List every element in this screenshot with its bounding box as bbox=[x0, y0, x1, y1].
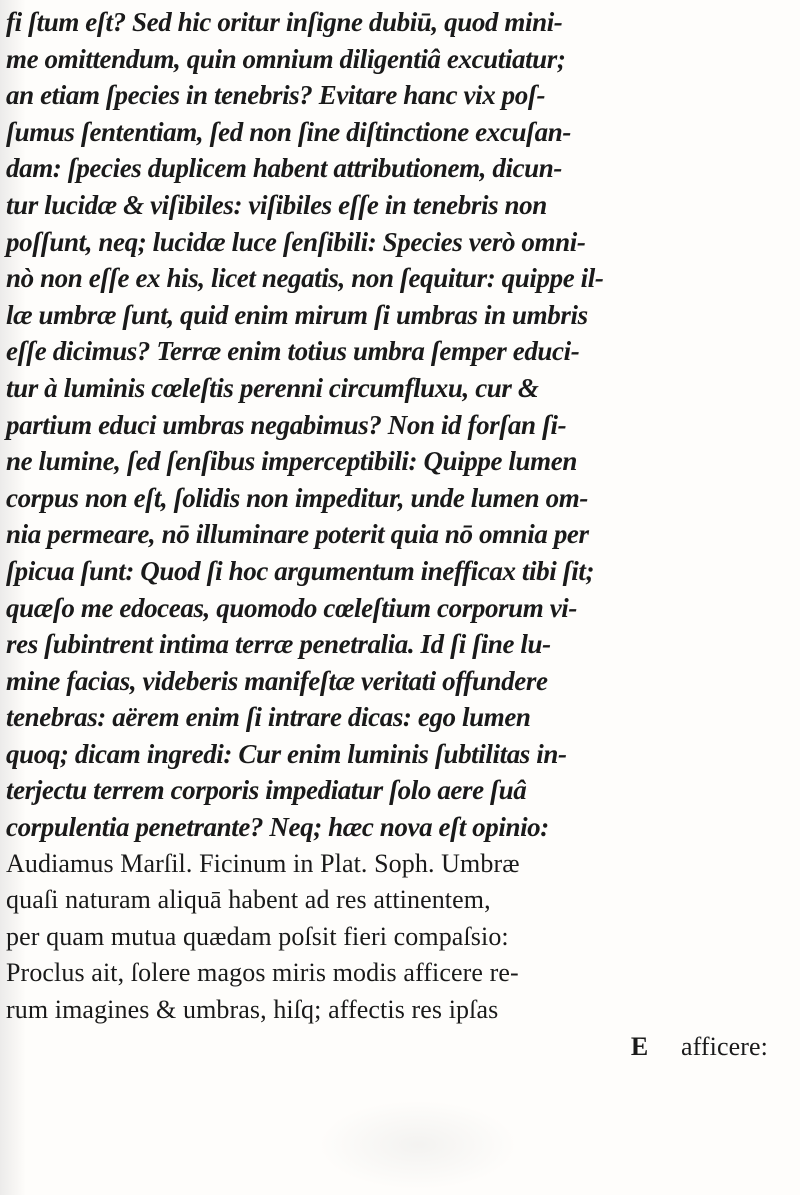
signature-mark: E bbox=[630, 1031, 649, 1061]
text-line: partium educi umbras negabimus? Non id forſan ſi- bbox=[6, 409, 567, 440]
text-line: quaſi naturam aliquā habent ad res attinentem, bbox=[6, 885, 491, 915]
text-line: me omittendum, quin omnium diligentiâ excutiatur; bbox=[6, 43, 566, 74]
text-line: ſpicua ſunt: Quod ſi hoc argumentum inefficax tibi ſit; bbox=[6, 555, 595, 586]
text-line: terjectu terrem corporis impediatur ſolo aere ſuâ bbox=[6, 775, 527, 806]
text-line: tenebras: aërem enim ſi intrare dicas: ego lumen bbox=[6, 702, 531, 733]
text-line: dam: ſpecies duplicem habent attributionem, dicun- bbox=[6, 153, 562, 184]
text-line: ne lumine, ſed ſenſibus imperceptibili: Quippe lumen bbox=[6, 446, 577, 477]
text-line: ſumus ſententiam, ſed non ſine diſtinctione excuſan- bbox=[6, 116, 571, 147]
catchword: afficere: bbox=[680, 1031, 768, 1061]
text-line: nò non eſſe ex his, licet negatis, non ſequitur: quippe il- bbox=[6, 263, 604, 294]
text-line: eſſe dicimus? Terræ enim totius umbra ſemper educi- bbox=[6, 336, 580, 367]
text-line: quæſo me edoceas, quomodo cœleſtium corporum vi- bbox=[6, 592, 577, 623]
text-line: corpus non eſt, ſolidis non impeditur, unde lumen om- bbox=[6, 482, 588, 513]
text-line: rum imagines & umbras, hiſq; affectis res ipſas bbox=[6, 995, 499, 1025]
text-line: per quam mutua quædam poſsit fieri compaſsio: bbox=[6, 921, 509, 951]
text-line: fi ſtum eſt? Sed hic oritur inſigne dubiū, quod mini- bbox=[6, 7, 563, 37]
text-line: Proclus ait, ſolere magos miris modis afficere re- bbox=[6, 958, 519, 988]
paper-stain bbox=[318, 1100, 518, 1190]
text-line: poſſunt, neq; lucidæ luce ſenſibili: Species verò omni- bbox=[6, 226, 586, 257]
text-line: Audiamus Marſil. Ficinum in Plat. Soph. Umbræ bbox=[6, 848, 520, 878]
text-line: an etiam ſpecies in tenebris? Evitare hanc vix poſ- bbox=[6, 80, 546, 111]
text-line: tur à luminis cœleſtis perenni circumfluxu, cur & bbox=[6, 372, 539, 403]
text-line: nia permeare, nō illuminare poterit quia nō omnia per bbox=[6, 519, 589, 550]
text-line: læ umbræ ſunt, quid enim mirum ſi umbras in umbris bbox=[6, 299, 588, 330]
page-text bbox=[6, 4, 796, 1065]
text-line: corpulentia penetrante? Neq; hæc nova eſt opinio: bbox=[6, 812, 549, 843]
text-line: tur lucidæ & viſibiles: viſibiles eſſe in tenebris non bbox=[6, 189, 547, 220]
text-line: mine facias, videberis manifeſtæ veritati offundere bbox=[6, 665, 548, 696]
text-line: res ſubintrent intima terræ penetralia. Id ſi ſine lu- bbox=[6, 629, 551, 660]
text-line: quoq; dicam ingredi: Cur enim luminis ſubtilitas in- bbox=[6, 738, 567, 769]
page-footer bbox=[6, 1029, 796, 1066]
